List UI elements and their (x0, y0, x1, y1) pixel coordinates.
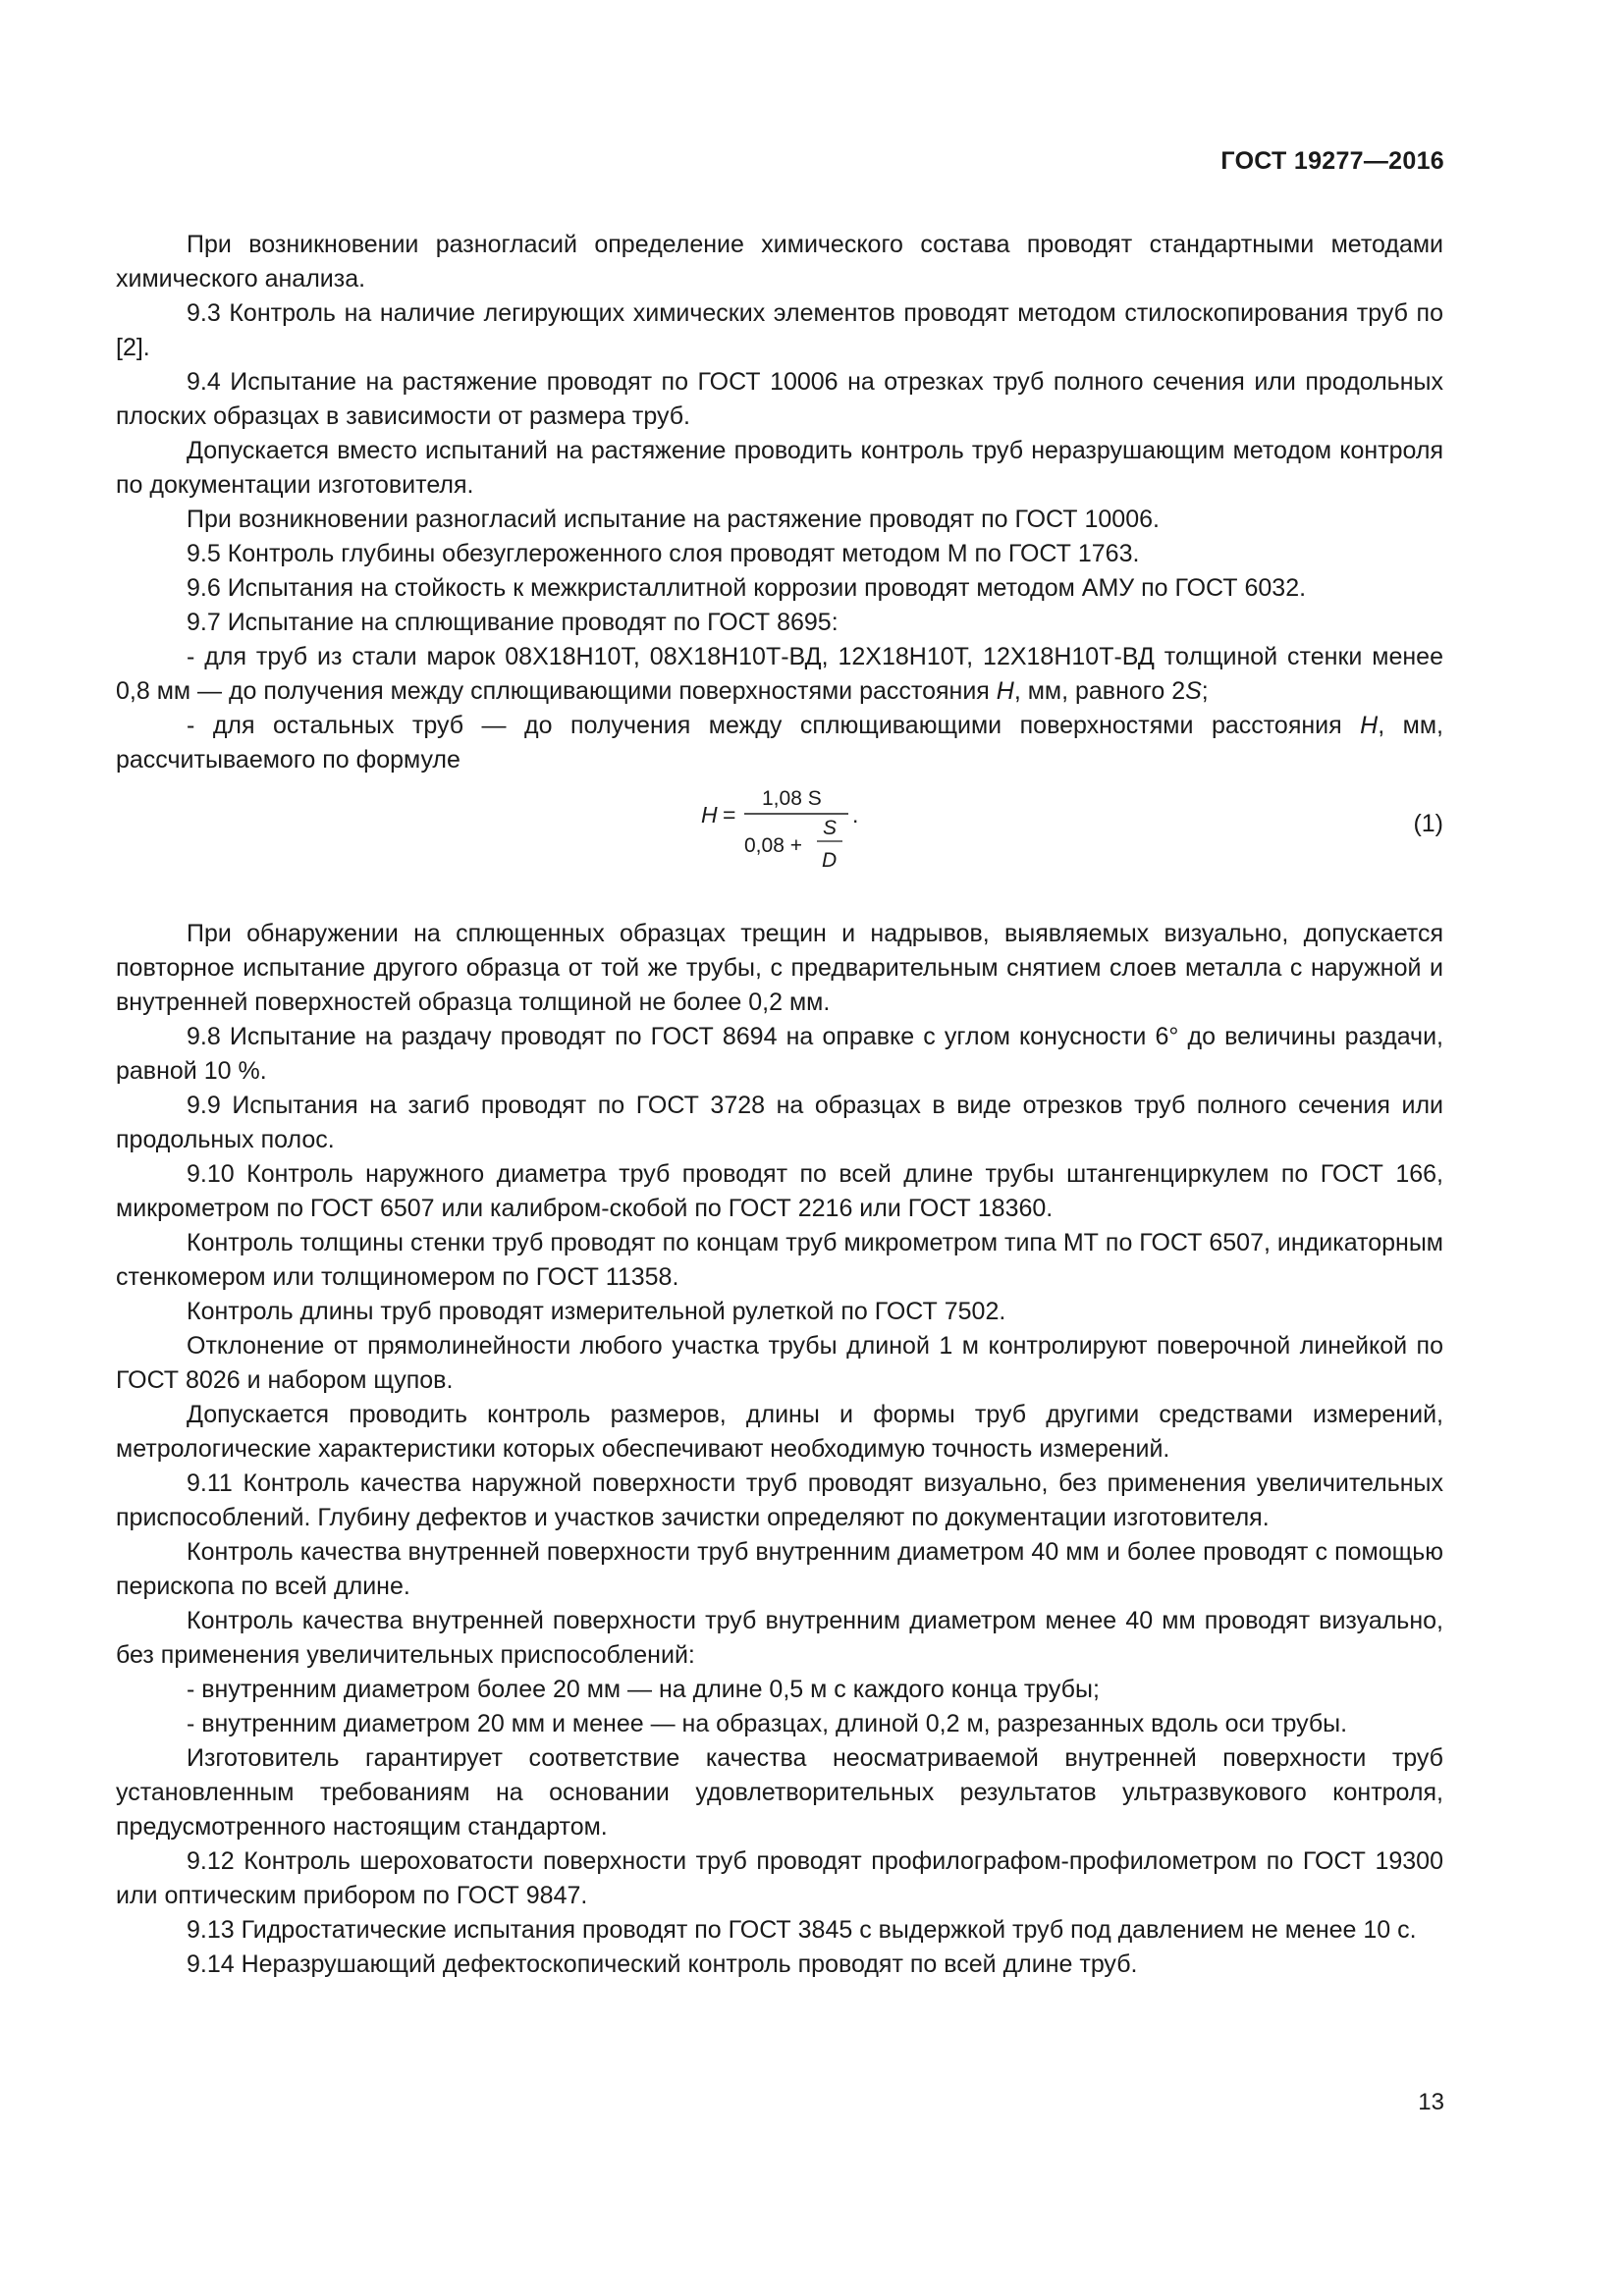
formula-inner-numerator: S (823, 817, 838, 839)
paragraph: При обнаружении на сплющенных образцах трещин и надрывов, выявляемых визуально, допускается повторное испытание другого образца от той же трубы, с предварительным снятием слоев металла с наружной и внутренней поверхностей образца толщиной не более 0,2 мм. (116, 920, 1443, 1016)
formula-expression (701, 779, 996, 878)
paragraph: 9.9 Испытания на загиб проводят по ГОСТ 3728 на образцах в виде отрезков труб полного сечения или продольных полос. (116, 1092, 1443, 1153)
paragraph: При возникновении разногласий определение химического состава проводят стандартными методами химического анализа. (116, 231, 1443, 293)
text-block-before-formula (116, 228, 1443, 777)
formula-equals: = (723, 802, 736, 828)
formula-denominator-const: 0,08 + (744, 834, 802, 857)
paragraph: - для труб из стали марок 08Х18Н10Т, 08Х18Н10Т-ВД, 12Х18Н10Т, 12Х18Н10Т-ВД толщиной стенки менее 0,8 мм — до получения между сплющивающими поверхностями расстояния H, мм, равного 2S; (116, 643, 1443, 705)
paragraph: 9.5 Контроль глубины обезуглероженного слоя проводят методом М по ГОСТ 1763. (187, 540, 1140, 567)
paragraph: 9.7 Испытание на сплющивание проводят по ГОСТ 8695: (187, 609, 839, 636)
spacer (116, 895, 1443, 917)
paragraph: - внутренним диаметром 20 мм и менее — на образцах, длиной 0,2 м, разрезанных вдоль оси трубы. (187, 1710, 1348, 1737)
paragraph: Контроль качества внутренней поверхности труб внутренним диаметром менее 40 мм проводят визуально, без применения увеличительных приспособлений: (116, 1607, 1443, 1669)
formula-number: (1) (1413, 810, 1443, 837)
paragraph: 9.10 Контроль наружного диаметра труб проводят по всей длине трубы штангенциркулем по ГОСТ 166, микрометром по ГОСТ 6507 или калибром-скобой по ГОСТ 2216 или ГОСТ 18360. (116, 1160, 1443, 1222)
formula-lhs: H (701, 802, 718, 828)
paragraph: Контроль толщины стенки труб проводят по концам труб микрометром типа МТ по ГОСТ 6507, индикаторным стенкомером или толщиномером по ГОСТ 11358. (116, 1229, 1443, 1291)
paragraph: Изготовитель гарантирует соответствие качества неосматриваемой внутренней поверхности труб установленным требованиям на основании удовлетворительных результатов ультразвукового контроля, предусмотренного настоящим стандартом. (116, 1744, 1443, 1841)
document-body (116, 228, 1443, 1982)
formula-trailing-dot: . (852, 802, 859, 828)
paragraph: Допускается проводить контроль размеров, длины и формы труб другими средствами измерений, метрологические характеристики которых обеспечивают необходимую точность измерений. (116, 1401, 1443, 1463)
paragraph: - внутренним диаметром более 20 мм — на длине 0,5 м с каждого конца трубы; (187, 1676, 1100, 1703)
paragraph: Отклонение от прямолинейности любого участка трубы длиной 1 м контролируют поверочной линейкой по ГОСТ 8026 и набором щупов. (116, 1332, 1443, 1394)
paragraph: 9.13 Гидростатические испытания проводят по ГОСТ 3845 с выдержкой труб под давлением не менее 10 с. (187, 1916, 1417, 1944)
paragraph: 9.3 Контроль на наличие легирующих химических элементов проводят методом стилоскопирования труб по [2]. (116, 299, 1443, 361)
formula-numerator: 1,08 S (762, 787, 822, 810)
paragraph: 9.14 Неразрушающий дефектоскопический контроль проводят по всей длине труб. (187, 1950, 1138, 1978)
paragraph: 9.4 Испытание на растяжение проводят по ГОСТ 10006 на отрезках труб полного сечения или продольных плоских образцах в зависимости от размера труб. (116, 368, 1443, 430)
formula-block (116, 777, 1443, 895)
paragraph: 9.6 Испытания на стойкость к межкристаллитной коррозии проводят методом АМУ по ГОСТ 6032. (187, 574, 1307, 602)
document-code-header: ГОСТ 19277—2016 (1220, 147, 1444, 175)
paragraph: 9.8 Испытание на раздачу проводят по ГОСТ 8694 на оправке с углом конусности 6° до величины раздачи, равной 10 %. (116, 1023, 1443, 1085)
paragraph: Контроль длины труб проводят измерительной рулеткой по ГОСТ 7502. (187, 1298, 1006, 1325)
formula-inner-denominator: D (822, 849, 838, 872)
paragraph: 9.12 Контроль шероховатости поверхности труб проводят профилографом-профилометром по ГОСТ 19300 или оптическим прибором по ГОСТ 9847. (116, 1847, 1443, 1909)
paragraph: При возникновении разногласий испытание на растяжение проводят по ГОСТ 10006. (187, 506, 1160, 533)
paragraph: Допускается вместо испытаний на растяжение проводить контроль труб неразрушающим методом контроля по документации изготовителя. (116, 437, 1443, 499)
text-block-after-formula (116, 917, 1443, 1982)
paragraph: 9.11 Контроль качества наружной поверхности труб проводят визуально, без применения увеличительных приспособлений. Глубину дефектов и участков зачистки определяют по документации изготовителя. (116, 1469, 1443, 1531)
paragraph: Контроль качества внутренней поверхности труб внутренним диаметром 40 мм и более проводят с помощью перископа по всей длине. (116, 1538, 1443, 1600)
paragraph: - для остальных труб — до получения между сплющивающими поверхностями расстояния H, мм, рассчитываемого по формуле (116, 712, 1443, 774)
page-number: 13 (1418, 2089, 1444, 2115)
